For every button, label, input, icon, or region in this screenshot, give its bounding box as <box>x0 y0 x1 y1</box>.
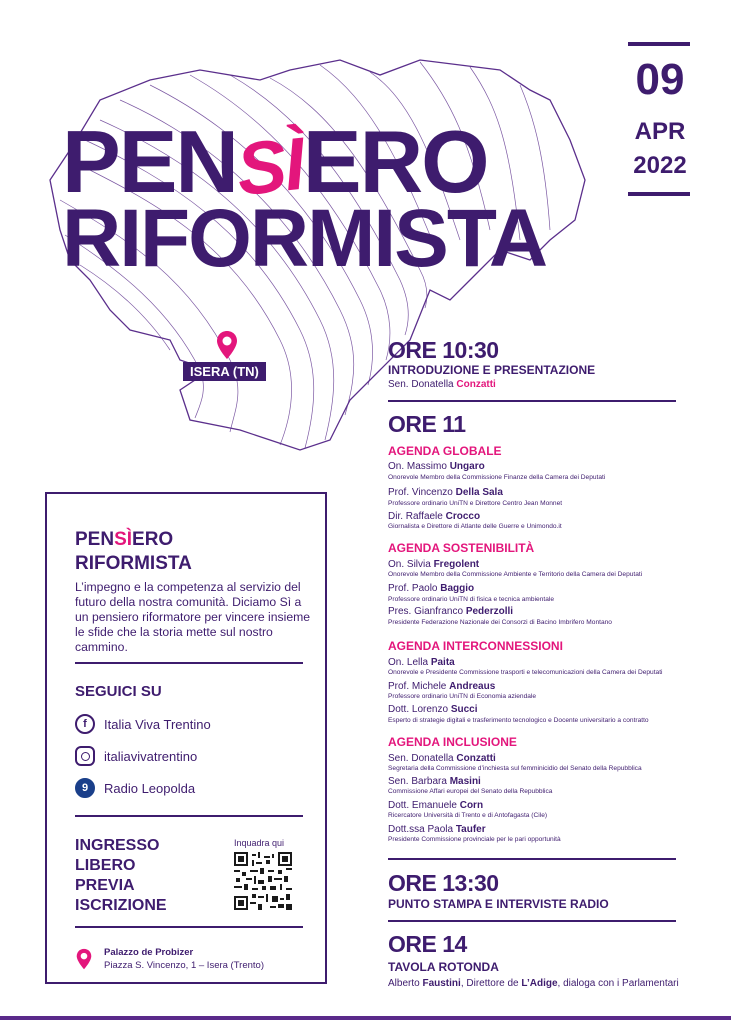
speaker-desc: Professore ordinario UniTN e Direttore Centro Jean Monnet <box>388 500 563 507</box>
facebook-icon: f <box>75 714 95 734</box>
round-table-line: Alberto Faustini, Direttore de L’Adige, dialoga con i Parlamentari <box>388 978 679 989</box>
address-name: Palazzo de Probizer <box>104 947 194 958</box>
speaker: Pres. Gianfranco Pederzolli <box>388 606 514 617</box>
agenda-title: AGENDA INCLUSIONE <box>388 735 517 749</box>
speaker-desc: Professore ordinario UniTN di fisica e tecnica ambientale <box>388 596 555 603</box>
speaker: Dott. Emanuele Corn <box>388 800 484 811</box>
speaker: Prof. Michele Andreaus <box>388 681 496 692</box>
card-body-text: L’impegno e la competenza al servizio del futuro della nostra comunità. Diciamo Sì a un pensiero riformatore per vincere insieme le sfide che la storia mette sul nostro cammino. <box>75 580 311 654</box>
follow-heading: SEGUICI SU <box>75 683 162 700</box>
speaker-desc: Onorevole e Presidente Commissione trasporti e telecomunicazioni della Camera dei Deputati <box>388 669 663 676</box>
time-1030: ORE 10:30 <box>388 337 499 363</box>
speaker: Prof. Paolo Baggio <box>388 583 475 594</box>
qr-code[interactable] <box>234 852 292 910</box>
date-year: 2022 <box>633 152 687 179</box>
card-divider <box>75 662 303 664</box>
card-divider <box>75 926 303 928</box>
speaker: On. Lella Paita <box>388 657 455 668</box>
date-day: 09 <box>635 55 685 104</box>
ingresso-libero: INGRESSO LIBERO PREVIA ISCRIZIONE <box>75 837 167 914</box>
speaker: Prof. Vincenzo Della Sala <box>388 487 503 498</box>
section-divider <box>388 400 676 402</box>
speaker-desc: Onorevole Membro della Commissione Ambiente e Territorio della Camera dei Deputati <box>388 571 643 578</box>
bottom-bar <box>0 1016 731 1020</box>
speaker-desc: Professore ordinario UniTN di Economia aziendale <box>388 693 537 700</box>
instagram-icon <box>75 746 95 766</box>
agenda-title: AGENDA INTERCONNESSIONI <box>388 639 563 653</box>
address-street: Piazza S. Vincenzo, 1 – Isera (Trento) <box>104 960 264 971</box>
speaker: Dir. Raffaele Crocco <box>388 511 481 522</box>
session-title: INTRODUZIONE E PRESENTAZIONE <box>388 363 596 377</box>
speaker-desc: Segretaria della Commissione d’inchiesta sul femminicidio del Senato della Repubblica <box>388 765 642 772</box>
speaker: On. Silvia Fregolent <box>388 559 480 570</box>
speaker: Dott.ssa Paola Taufer <box>388 824 486 835</box>
speaker-desc: Esperto di strategie digitali e trasferimento tecnologico e Docente universitario a contratto <box>388 717 649 724</box>
poster-title-line2: RIFORMISTA <box>62 193 547 284</box>
speaker-desc: Onorevole Membro della Commissione Finanze della Camera dei Deputati <box>388 474 606 481</box>
location-pin-icon <box>216 330 238 360</box>
speaker: On. Massimo Ungaro <box>388 461 485 472</box>
speaker-desc: Ricercatore Università di Trento e di Antofagasta (Cile) <box>388 812 548 819</box>
date-month: APR <box>634 118 686 145</box>
social-radio-leopolda[interactable]: 9 Radio Leopolda <box>75 776 195 800</box>
social-instagram[interactable]: italiavivatrentino <box>75 744 197 768</box>
card-title: PENSÌERO RIFORMISTA <box>75 529 192 574</box>
session-title: PUNTO STAMPA E INTERVISTE RADIO <box>388 897 609 911</box>
speaker: Sen. Donatella Conzatti <box>388 379 496 390</box>
speaker-desc: Commissione Affari europei del Senato della Repubblica <box>388 788 553 795</box>
time-14: ORE 14 <box>388 931 467 957</box>
speaker: Sen. Barbara Masini <box>388 776 481 787</box>
location-tag: ISERA (TN) <box>183 362 266 381</box>
speaker-desc: Giornalista e Direttore di Atlante delle Guerre e Unimondo.it <box>388 523 562 530</box>
session-title: TAVOLA ROTONDA <box>388 960 499 974</box>
agenda-title: AGENDA GLOBALE <box>388 444 502 458</box>
time-1330: ORE 13:30 <box>388 870 499 896</box>
speaker-desc: Presidente Commissione provinciale per le pari opportunità <box>388 836 561 843</box>
section-divider <box>388 920 676 922</box>
date-top-bar <box>628 42 690 46</box>
speaker-desc: Presidente Federazione Nazionale dei Consorzi di Bacino Imbrifero Montano <box>388 619 612 626</box>
poster-title-si: SÌ <box>232 121 307 212</box>
social-facebook[interactable]: f Italia Viva Trentino <box>75 712 211 736</box>
qr-caption: Inquadra qui <box>234 838 285 848</box>
date-bottom-bar <box>628 192 690 196</box>
radio-leopolda-icon: 9 <box>75 778 95 798</box>
speaker: Sen. Donatella Conzatti <box>388 753 496 764</box>
speaker: Dott. Lorenzo Succi <box>388 704 478 715</box>
address-pin-icon <box>76 948 92 970</box>
section-divider <box>388 858 676 860</box>
time-11: ORE 11 <box>388 411 466 437</box>
card-divider <box>75 815 303 817</box>
agenda-title: AGENDA SOSTENIBILITÀ <box>388 541 535 555</box>
poster-title-line1: PENSÌERO <box>62 112 488 212</box>
